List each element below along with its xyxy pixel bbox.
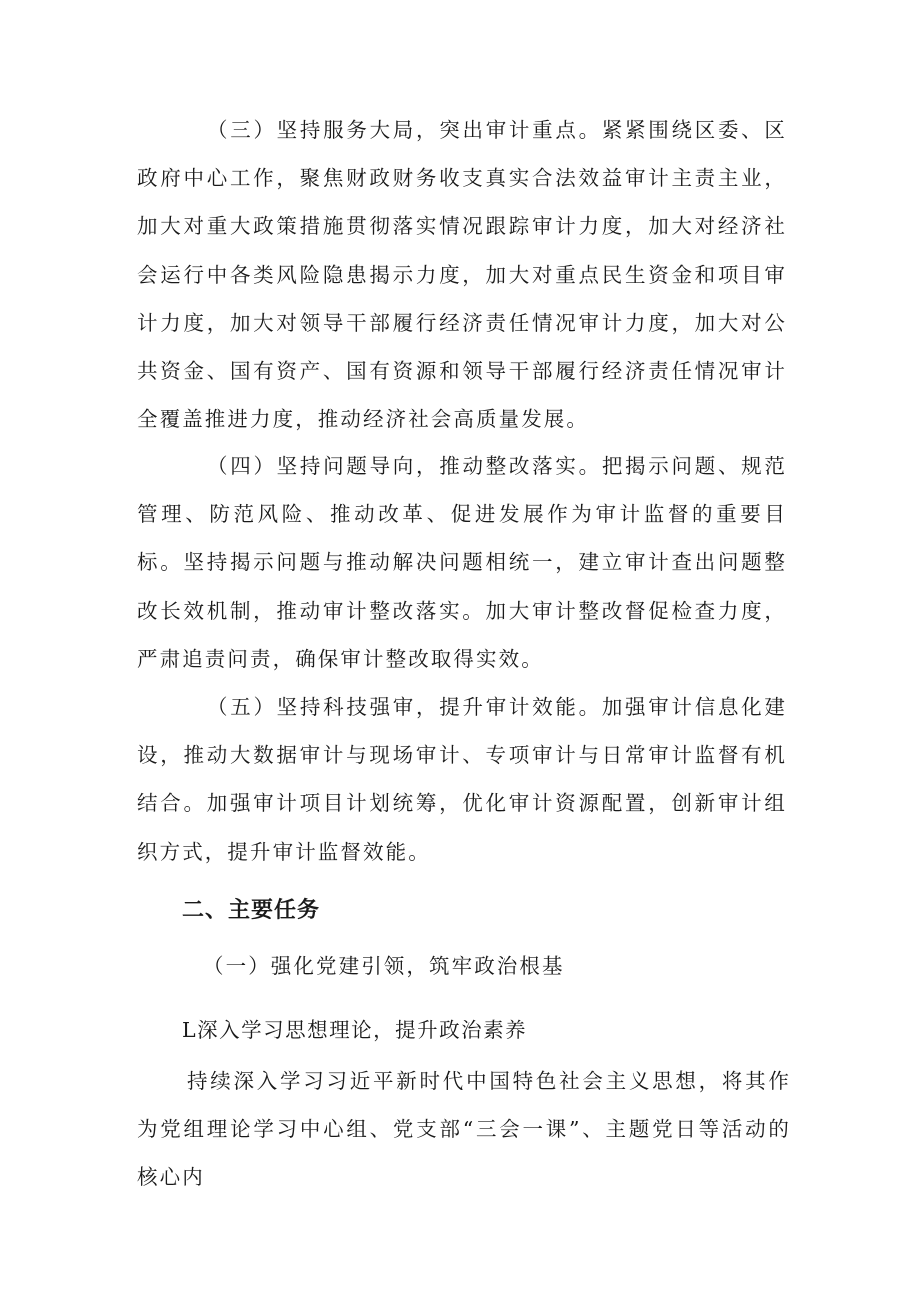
section-heading: 二、主要任务 (182, 898, 321, 923)
subheading: （一）强化党建引领，筑牢政治根基 (203, 954, 565, 978)
item-title: L深入学习思想理论，提升政治素养 (182, 1018, 528, 1042)
last-paragraph: 持续深入学习习近平新时代中国特色社会主义思想，将其作为党组理论学习中心组、党支部“三会一课”、主题党日等活动的核心内 (137, 1069, 791, 1190)
paragraph-four: （四）坚持问题导向，推动整改落实。把揭示问题、规范管理、防范风险、推动改革、促进发展作为审计监督的重要目标。坚持揭示问题与推动解决问题相统一，建立审计查出问题整改长效机制，推动审计整改落实。加大审计整改督促检查力度，严肃追责问责，确保审计整改取得实效。 (137, 454, 787, 671)
paragraph-five: （五）坚持科技强审，提升审计效能。加强审计信息化建设，推动大数据审计与现场审计、专项审计与日常审计监督有机结合。加强审计项目计划统筹，优化审计资源配置，创新审计组织方式，提升审计监督效能。 (137, 695, 787, 864)
paragraph-three: （三）坚持服务大局，突出审计重点。紧紧围绕区委、区政府中心工作，聚焦财政财务收支真实合法效益审计主责主业，加大对重大政策措施贯彻落实情况跟踪审计力度，加大对经济社会运行中各类风险隐患揭示力度，加大对重点民生资金和项目审计力度，加大对领导干部履行经济责任情况审计力度，加大对公共资金、国有资产、国有资源和领导干部履行经济责任情况审计全覆盖推进力度，推动经济社会高质量发展。 (137, 118, 787, 432)
